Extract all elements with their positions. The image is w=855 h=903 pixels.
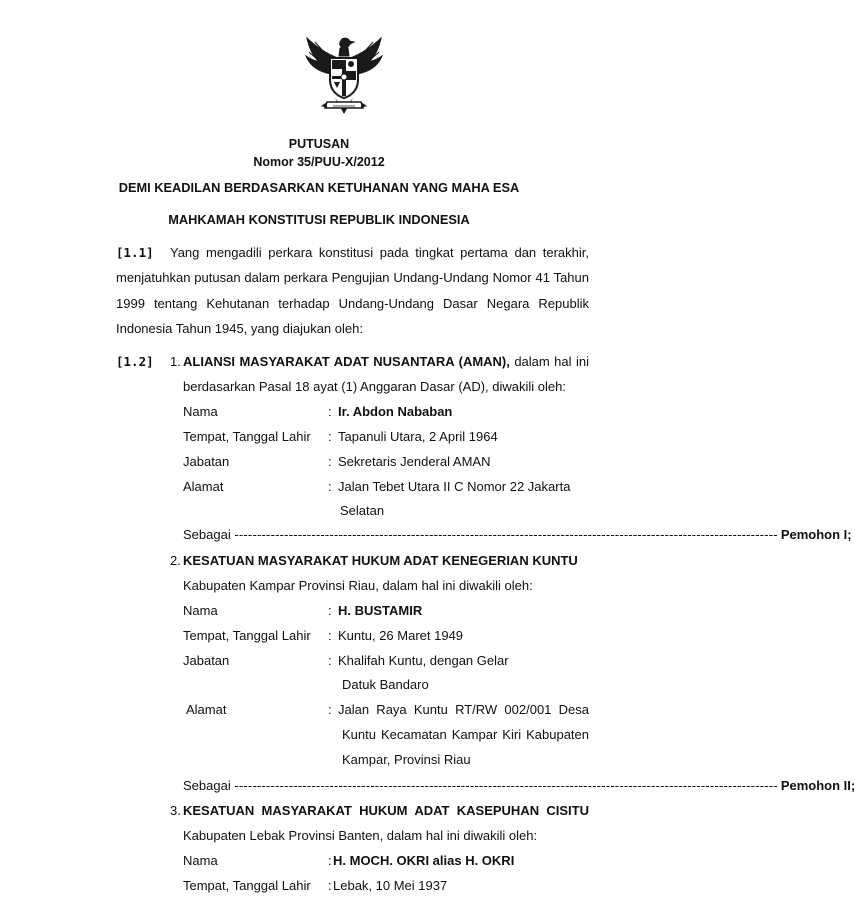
colon: : <box>328 479 332 494</box>
sebagai-label: Sebagai <box>183 527 231 542</box>
representative-name: H. MOCH. OKRI alias H. OKRI <box>333 853 515 868</box>
representative-address-line: Kampar, Provinsi Riau <box>342 752 471 767</box>
colon: : <box>328 628 332 643</box>
role-line <box>183 778 855 793</box>
petitioner-description: Kabupaten Kampar Provinsi Riau, dalam hal ini diwakili oleh: <box>183 578 533 593</box>
label-jabatan: Jabatan <box>183 653 230 668</box>
dash-leader: ------------------------------------------------------------------------------------------------------------------------ <box>234 778 778 793</box>
colon: : <box>328 454 332 469</box>
sebagai-label: Sebagai <box>183 778 231 793</box>
representative-position: Sekretaris Jenderal AMAN <box>338 454 491 469</box>
representative-name: H. BUSTAMIR <box>338 603 423 618</box>
petitioner-intro <box>183 354 589 369</box>
representative-address-line: Kuntu Kecamatan Kampar Kiri Kabupaten <box>342 727 589 742</box>
representative-birth: Tapanuli Utara, 2 April 1964 <box>338 429 498 444</box>
paragraph-line: Indonesia Tahun 1945, yang diajukan oleh: <box>116 321 363 336</box>
representative-name: Ir. Abdon Nababan <box>338 404 453 419</box>
colon: : <box>328 404 332 419</box>
representative-address-line: Selatan <box>340 503 385 518</box>
document-title: PUTUSAN <box>288 137 350 151</box>
paragraph-tag-1-2: [1.2] <box>116 354 154 369</box>
colon: : <box>328 878 332 893</box>
representative-birth: Lebak, 10 Mei 1937 <box>333 878 448 893</box>
petitioner-name: KESATUAN MASYARAKAT HUKUM ADAT KENEGERIAN KUNTU <box>183 553 578 568</box>
role-line <box>183 527 852 542</box>
dash-leader: ------------------------------------------------------------------------------------------------------------------------ <box>234 527 778 542</box>
role-label: Pemohon II; <box>780 778 855 793</box>
label-jabatan: Jabatan <box>183 454 230 469</box>
petitioner-name: KESATUAN MASYARAKAT HUKUM ADAT KASEPUHAN CISITU <box>183 803 589 818</box>
petitioner-name: ALIANSI MASYARAKAT ADAT NUSANTARA (AMAN), <box>183 354 510 369</box>
paragraph-line: Yang mengadili perkara konstitusi pada tingkat pertama dan terakhir, <box>170 245 589 260</box>
invocation-heading: DEMI KEADILAN BERDASARKAN KETUHANAN YANG MAHA ESA <box>118 180 520 195</box>
label-tempat-tanggal-lahir: Tempat, Tanggal Lahir <box>183 878 311 893</box>
colon: : <box>328 429 332 444</box>
representative-birth: Kuntu, 26 Maret 1949 <box>338 628 464 643</box>
paragraph-tag-1-1: [1.1] <box>116 245 154 260</box>
label-alamat: Alamat <box>186 702 227 717</box>
colon: : <box>328 853 332 868</box>
representative-address-line: Jalan Tebet Utara II C Nomor 22 Jakarta <box>338 479 571 494</box>
label-nama: Nama <box>183 404 218 419</box>
representative-position-line: Khalifah Kuntu, dengan Gelar <box>338 653 509 668</box>
label-tempat-tanggal-lahir: Tempat, Tanggal Lahir <box>183 628 311 643</box>
colon: : <box>328 603 332 618</box>
colon: : <box>328 653 332 668</box>
label-nama: Nama <box>183 603 218 618</box>
label-tempat-tanggal-lahir: Tempat, Tanggal Lahir <box>183 429 311 444</box>
label-alamat: Alamat <box>183 479 224 494</box>
petitioner-number: 1. <box>170 354 181 369</box>
petitioner-description: Kabupaten Lebak Provinsi Banten, dalam hal ini diwakili oleh: <box>183 828 538 843</box>
petitioner-number: 3. <box>170 803 181 818</box>
paragraph-line: 1999 tentang Kehutanan terhadap Undang-Undang Dasar Negara Republik <box>116 296 589 311</box>
petitioner-description: berdasarkan Pasal 18 ayat (1) Anggaran Dasar (AD), diwakili oleh: <box>183 379 566 394</box>
role-label: Pemohon I; <box>780 527 852 542</box>
representative-address-line: Jalan Raya Kuntu RT/RW 002/001 Desa <box>338 702 589 717</box>
paragraph-line: menjatuhkan putusan dalam perkara Pengujian Undang-Undang Nomor 41 Tahun <box>116 270 589 285</box>
colon: : <box>328 702 332 717</box>
petitioner-intro-rest: dalam hal ini <box>509 354 589 369</box>
petitioner-number: 2. <box>170 553 181 568</box>
case-number: Nomor 35/PUU-X/2012 <box>253 155 385 169</box>
label-nama: Nama <box>183 853 218 868</box>
garuda-emblem-icon <box>305 36 383 120</box>
court-name: MAHKAMAH KONSTITUSI REPUBLIK INDONESIA <box>168 212 470 227</box>
representative-position-line: Datuk Bandaro <box>342 677 429 692</box>
